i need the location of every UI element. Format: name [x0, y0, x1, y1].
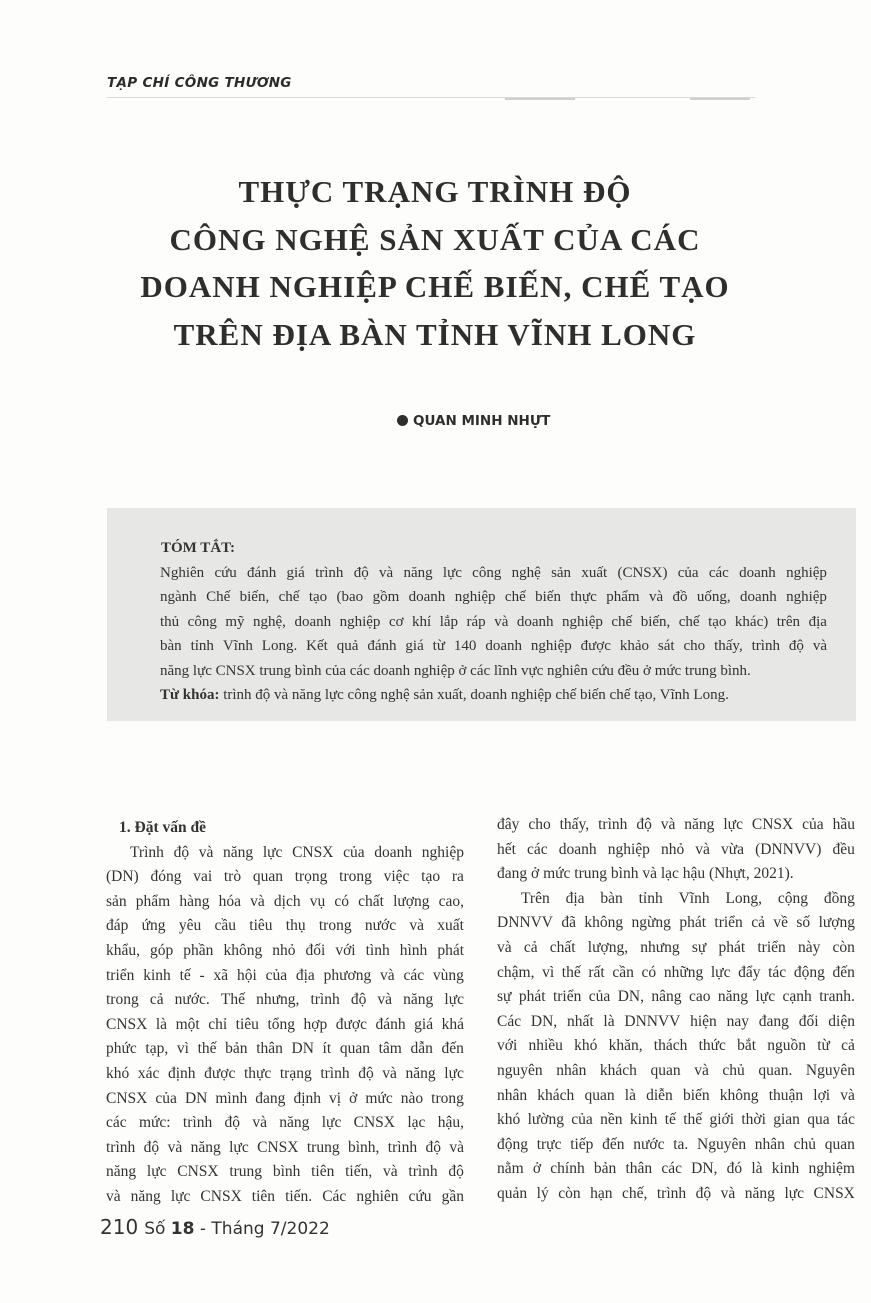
- body-line: các mức: trình độ và năng lực CNSX lạc hậu,: [106, 1114, 464, 1132]
- abstract-line: Nghiên cứu đánh giá trình độ và năng lực công nghệ sản xuất (CNSX) của các doanh nghiệp: [160, 564, 827, 581]
- abstract-line: thủ công mỹ nghệ, doanh nghiệp cơ khí lắp ráp và doanh nghiệp chế biến, chế tạo khác) trên địa: [160, 613, 827, 630]
- abstract-line: bàn tỉnh Vĩnh Long. Kết quả đánh giá từ 140 doanh nghiệp được khảo sát cho thấy, trình độ và: [160, 638, 827, 654]
- body-line: chậm, vì thế rất cần có những lực đẩy tác động đến: [497, 963, 855, 981]
- author-byline: [397, 413, 550, 429]
- body-line: DNNVV đã không ngừng phát triển cả về số lượng: [497, 914, 855, 932]
- header-decoration: [690, 98, 750, 100]
- body-line: Các DN, nhất là DNNVV hiện nay đang đối diện: [497, 1012, 855, 1030]
- issue-number: 18: [170, 1219, 195, 1239]
- body-line: (DN) đóng vai trò quan trọng trong việc tạo ra: [106, 868, 464, 886]
- body-column-right: [497, 813, 855, 1207]
- body-line: phức tạp, vì thế bản thân DN ít quan tâm dẫn đến: [106, 1040, 464, 1058]
- body-line: khẩu, góp phần không nhỏ đối với tình hình phát: [106, 941, 464, 959]
- title-line: DOANH NGHIỆP CHẾ BIẾN, CHẾ TẠO: [140, 269, 730, 304]
- body-line: sản phẩm hàng hóa và dịch vụ có chất lượng cao,: [106, 892, 464, 910]
- body-line: và cả chất lượng, nhưng sự phát triển này còn: [497, 938, 855, 956]
- keywords: [160, 683, 827, 708]
- header-decoration: [505, 98, 575, 100]
- body-line: đang ở mức trung bình và lạc hậu (Nhựt, 2021).: [497, 865, 794, 883]
- body-line: động trực tiếp đến nước ta. Nguyên nhân chủ quan: [497, 1135, 855, 1153]
- body-line: với nhiều khó khăn, thách thức bắt nguồn từ cả: [497, 1037, 855, 1055]
- body-line: triển kinh tế - xã hội của địa phương và các vùng: [106, 966, 464, 984]
- title-line: TRÊN ĐỊA BÀN TỈNH VĨNH LONG: [173, 316, 697, 352]
- body-line: nằm ở chính bản thân các DN, đó là kinh nghiệm: [497, 1160, 855, 1178]
- page-footer: [100, 1215, 330, 1239]
- body-line: khó lường của nền kinh tế thế giới thời gian qua tác: [497, 1111, 855, 1129]
- body-line: Trình độ và năng lực CNSX của doanh nghiệp: [130, 843, 464, 861]
- header-rule: [107, 97, 755, 98]
- author-name: QUAN MINH NHỰT: [413, 413, 551, 429]
- title-line: CÔNG NGHỆ SẢN XUẤT CỦA CÁC: [169, 221, 701, 257]
- abstract-line: ngành Chế biến, chế tạo (bao gồm doanh nghiệp chế biến thực phẩm và đồ uống, doanh nghiệp: [160, 589, 827, 605]
- body-line: hết các doanh nghiệp nhỏ và vừa (DNNVV) đều: [497, 840, 855, 858]
- body-line: CNSX của DN mình đang định vị ở mức nào trong: [106, 1089, 464, 1107]
- journal-name: TẠP CHÍ CÔNG THƯƠNG: [107, 75, 292, 91]
- article-title: [100, 168, 770, 358]
- body-line: Trên địa bàn tỉnh Vĩnh Long, cộng đồng: [521, 889, 855, 907]
- body-column-left: [106, 816, 464, 1210]
- body-line: trong cả nước. Thế nhưng, trình độ và năng lực: [106, 991, 464, 1009]
- body-line: đây cho thấy, trình độ và năng lực CNSX của hầu: [497, 816, 855, 833]
- section-heading: 1. Đặt vấn đề: [119, 819, 206, 836]
- body-line: sự phát triển của DN, nâng cao năng lực cạnh tranh.: [497, 988, 855, 1006]
- body-line: nguyên nhân khách quan và chủ quan. Nguyên: [497, 1061, 855, 1079]
- abstract-box: [107, 508, 856, 721]
- body-line: năng lực CNSX trung bình tiên tiến, và trình độ: [106, 1163, 464, 1181]
- page-number: 210: [100, 1215, 139, 1239]
- issue-label: Số: [144, 1219, 171, 1239]
- body-line: quản lý còn hạn chế, trình độ và năng lực CNSX: [497, 1184, 855, 1202]
- body-line: nhân khách quan là diễn biến không thuận lợi và: [497, 1086, 855, 1104]
- abstract-heading: TÓM TẮT:: [161, 540, 236, 556]
- bullet-icon: [397, 415, 408, 426]
- title-line: THỰC TRẠNG TRÌNH ĐỘ: [238, 174, 632, 209]
- keywords-text: trình độ và năng lực công nghệ sản xuất, doanh nghiệp chế biến chế tạo, Vĩnh Long.: [219, 687, 729, 703]
- abstract-line: năng lực CNSX trung bình của các doanh nghiệp ở các lĩnh vực nghiên cứu đều ở mức trung bình.: [160, 662, 751, 679]
- keywords-label: Từ khóa:: [160, 687, 220, 703]
- body-line: khó xác định được thực trạng trình độ và năng lực: [106, 1064, 464, 1082]
- body-line: và năng lực CNSX tiên tiến. Các nghiên cứu gần: [106, 1187, 464, 1205]
- body-line: CNSX là một chỉ tiêu tổng hợp được đánh giá khá: [106, 1015, 464, 1033]
- issue-date: - Tháng 7/2022: [194, 1219, 330, 1239]
- abstract-text: [160, 561, 827, 684]
- body-line: trình độ và năng lực CNSX trung bình, trình độ và: [106, 1138, 464, 1156]
- body-line: đáp ứng yêu cầu tiêu thụ trong nước và xuất: [106, 917, 464, 935]
